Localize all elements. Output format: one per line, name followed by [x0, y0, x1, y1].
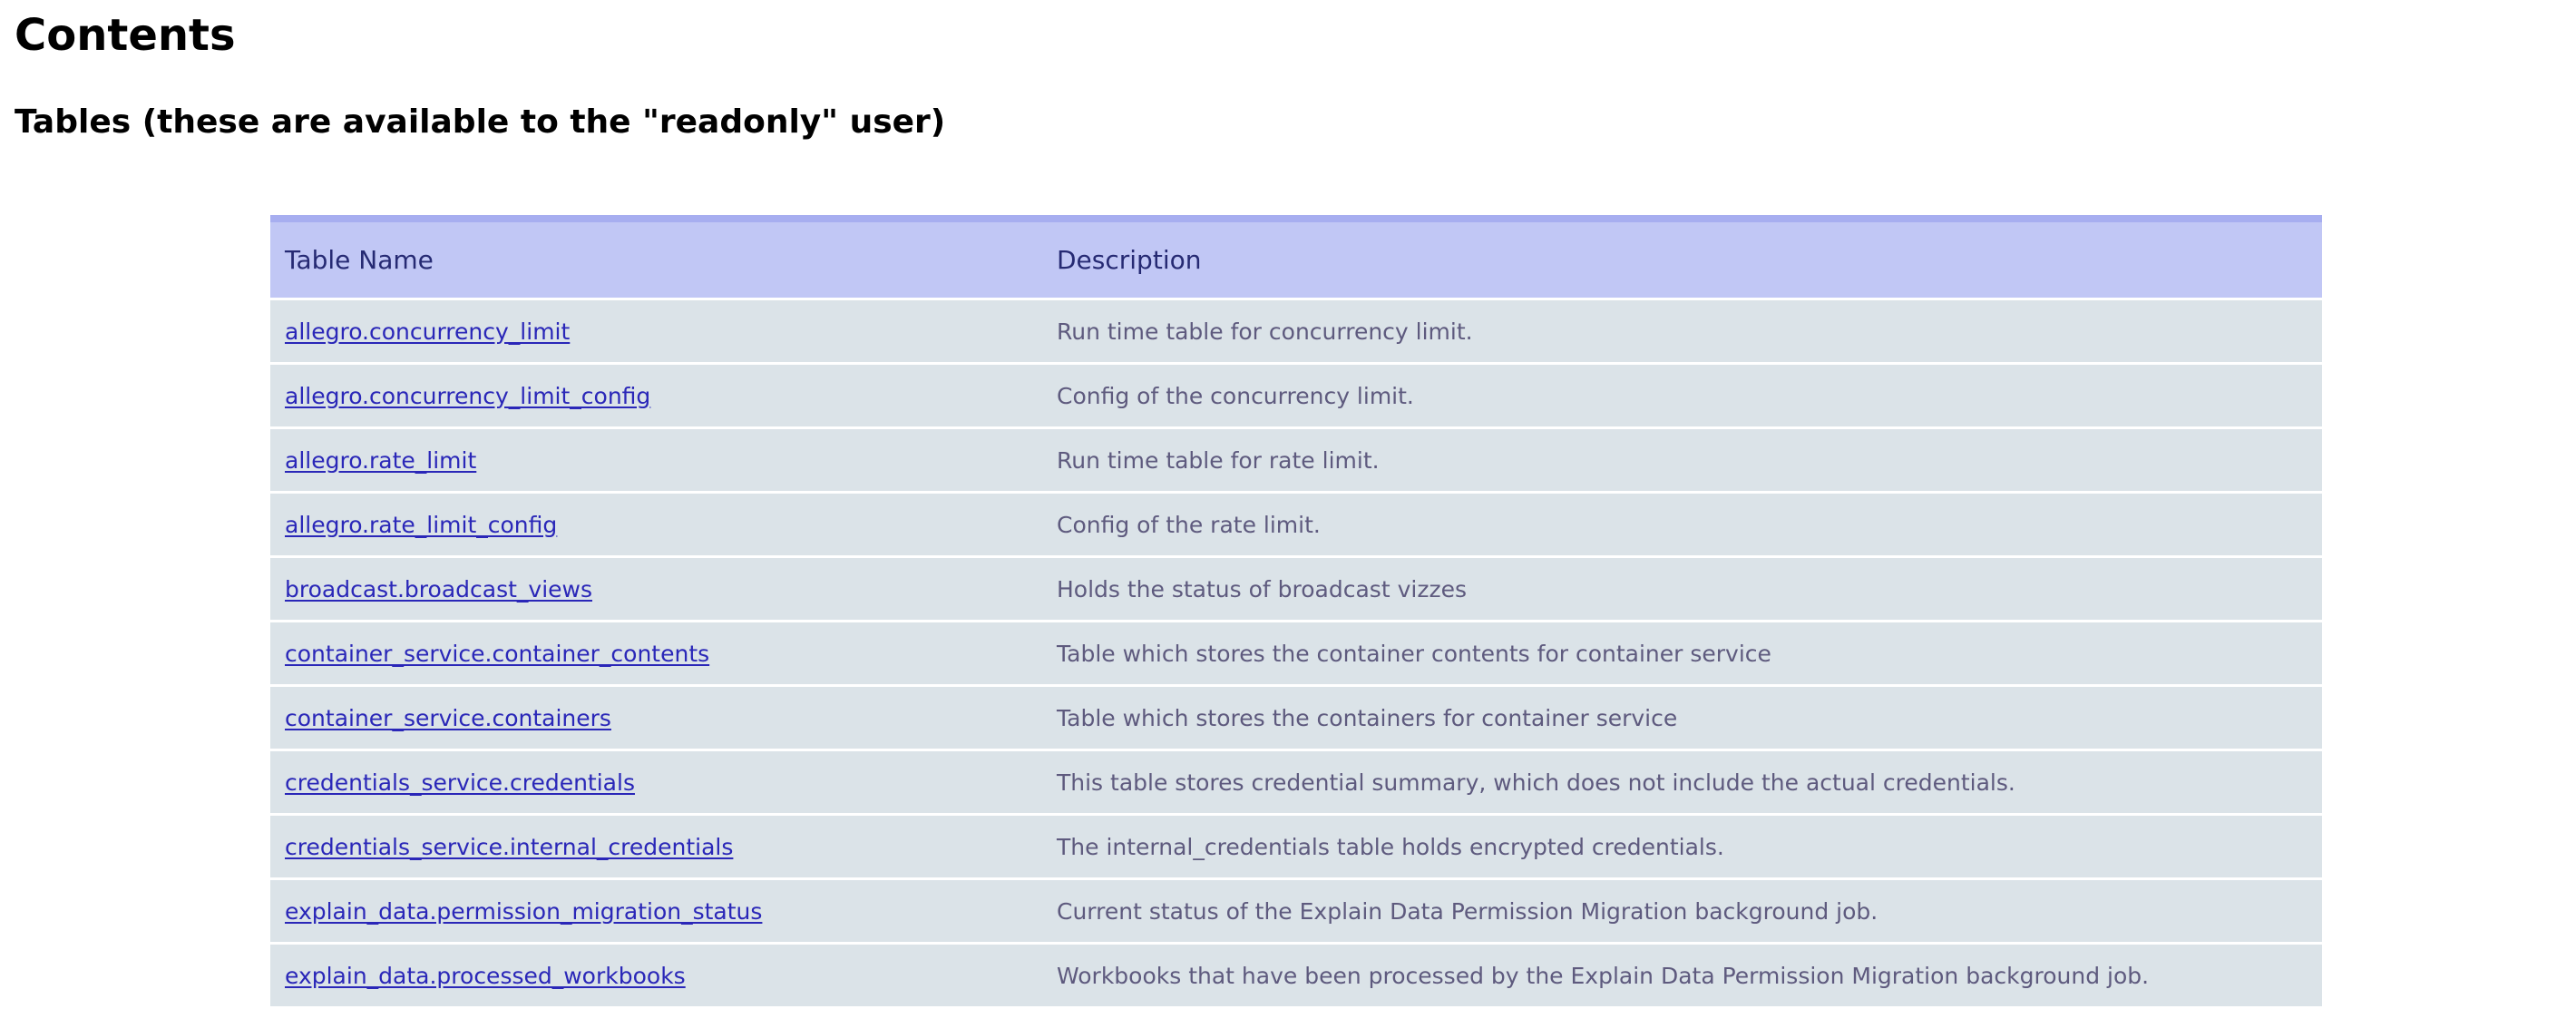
table-name-cell	[270, 750, 1042, 815]
table-header-row	[270, 219, 2322, 299]
description-cell: The internal_credentials table holds encrypted credentials.	[1042, 815, 2322, 879]
table-row	[270, 750, 2322, 815]
column-header-table-name: Table Name	[270, 219, 1042, 299]
description-cell: Workbooks that have been processed by the Explain Data Permission Migration background job.	[1042, 944, 2322, 1008]
table-name-link[interactable]: credentials_service.credentials	[285, 769, 635, 796]
description-cell: Run time table for concurrency limit.	[1042, 299, 2322, 364]
table-name-link[interactable]: allegro.concurrency_limit_config	[285, 382, 651, 409]
table-name-cell	[270, 622, 1042, 686]
table-name-cell	[270, 879, 1042, 944]
table-name-link[interactable]: broadcast.broadcast_views	[285, 575, 592, 602]
table-row	[270, 557, 2322, 622]
contents-table	[270, 215, 2322, 1009]
table-name-cell	[270, 428, 1042, 493]
description-cell: Current status of the Explain Data Permission Migration background job.	[1042, 879, 2322, 944]
table-row	[270, 622, 2322, 686]
table-name-link[interactable]: explain_data.processed_workbooks	[285, 962, 686, 989]
table-name-cell	[270, 364, 1042, 428]
table-row	[270, 299, 2322, 364]
table-name-cell	[270, 493, 1042, 557]
table-row	[270, 428, 2322, 493]
table-name-link[interactable]: credentials_service.internal_credentials	[285, 833, 734, 860]
table-name-link[interactable]: container_service.container_contents	[285, 640, 710, 667]
description-cell: This table stores credential summary, which does not include the actual credentials.	[1042, 750, 2322, 815]
description-cell: Holds the status of broadcast vizzes	[1042, 557, 2322, 622]
table-row	[270, 879, 2322, 944]
description-cell: Table which stores the container contents for container service	[1042, 622, 2322, 686]
table-row	[270, 493, 2322, 557]
column-header-description: Description	[1042, 219, 2322, 299]
table-name-cell	[270, 557, 1042, 622]
table-name-cell	[270, 299, 1042, 364]
table-row	[270, 815, 2322, 879]
table-name-link[interactable]: allegro.concurrency_limit	[285, 318, 571, 345]
table-row	[270, 686, 2322, 750]
section-heading: Tables (these are available to the "readonly" user)	[15, 103, 946, 141]
table-name-cell	[270, 944, 1042, 1008]
description-cell: Config of the concurrency limit.	[1042, 364, 2322, 428]
table-name-cell	[270, 815, 1042, 879]
table-body	[270, 299, 2322, 1008]
description-cell: Config of the rate limit.	[1042, 493, 2322, 557]
table-row	[270, 364, 2322, 428]
table-row	[270, 944, 2322, 1008]
table-container	[270, 215, 2322, 1009]
table-name-cell	[270, 686, 1042, 750]
table-name-link[interactable]: allegro.rate_limit_config	[285, 511, 558, 538]
page-title: Contents	[15, 10, 236, 61]
table-name-link[interactable]: explain_data.permission_migration_status	[285, 897, 763, 925]
table-name-link[interactable]: container_service.containers	[285, 704, 611, 731]
table-name-link[interactable]: allegro.rate_limit	[285, 446, 477, 474]
description-cell: Run time table for rate limit.	[1042, 428, 2322, 493]
description-cell: Table which stores the containers for container service	[1042, 686, 2322, 750]
